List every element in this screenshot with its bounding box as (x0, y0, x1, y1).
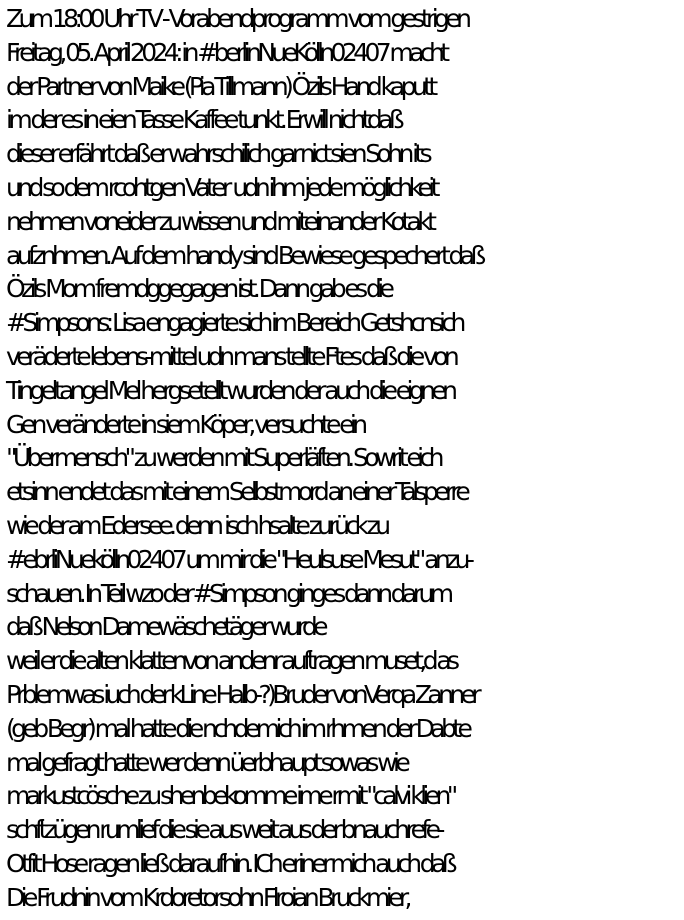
text-line-3: der Partner von Maike (Pia Tillmann) Özils Hand kaputt (6, 71, 434, 101)
text-line-20: weil er die alten klattenvon andenr auftragen muset,d as (6, 646, 456, 676)
text-line-7: nehmen voneider zu wissen und miteinander Kotakt (6, 206, 433, 236)
text-line-6: und so dem rcohtgen Vater udn ihm jede möglichkeit (6, 172, 436, 202)
text-line-5: dieser erfährt daß er wahrschilich gar nict sien Sohn its (6, 139, 429, 169)
text-line-26: Otfit Hose ragen ließ daraufhin. ICh eriner mich auch daß (6, 848, 453, 878)
text-line-11: veräderte lebens-mittel udn mans tellte Ftes daß die von (6, 341, 456, 371)
text-line-23: mal gefragt hatte wer denn üerbhaupt sowas wie (6, 747, 407, 777)
text-line-4: im der es in eien Tasse Kaffee tunkt. Erwill nichtdaß (6, 105, 401, 135)
text-line-19: daß Nelson Damewäschetäger wurde (6, 612, 324, 642)
text-line-17: #ebrliNuekölln02407 um mir die "Heulsuse Mesut" anzu- (6, 544, 471, 574)
text-line-25: schftzügen rumlief die sie aus weit aus der bnauchrefe- (6, 815, 441, 845)
text-line-14: "Übermensch" zu werden mit Superläften. Sowrit eich (6, 443, 440, 473)
text-line-16: wie der am Edersee. denn isch hsalte zurück zu (6, 510, 387, 540)
text-line-15: etsinn endet das mit einem Selbstmord an einer Talsperre (6, 477, 467, 507)
text-line-1: Zum 18:00 Uhr TV - Vorabendprogramm vom gestrigen (6, 4, 468, 33)
text-line-2: Freitag, 05. April 2024: in #berlinNueKölln02407 macht (6, 37, 446, 67)
text-line-24: markustcösche zu shenbekomme ime rmit "calvi klien" (6, 781, 454, 811)
text-line-21: Prblemwas iuch der kLine Halb-?)Bruder vonVerqa Zanner (6, 679, 478, 709)
text-line-12: Tingeltangel Mel hergsetellt wurden der auch die eignen (6, 375, 454, 405)
text-line-10: #Simpsons: Lisa engagierte sich im Bereich Getshcnsich (6, 308, 462, 338)
text-line-18: schauen. In Teil wzo der #Simpson ginges dann darum (6, 578, 450, 608)
text-line-22: (geb Begr) mal hatte die nchdemich im rhmen der Dabte (6, 713, 469, 743)
text-line-27: Die Frudnin vom Krdoretorsohn Flroian Bruckmier, (6, 882, 408, 912)
text-line-13: Gen veränderte in siem Köper, versuchte ein (6, 409, 364, 439)
text-line-9: Özils Mom fremdggegagen ist. Dann gab es die (6, 274, 391, 304)
text-line-8: aufznhmen. Auf dem handy sind Bewiese gespechert daß (6, 240, 482, 270)
